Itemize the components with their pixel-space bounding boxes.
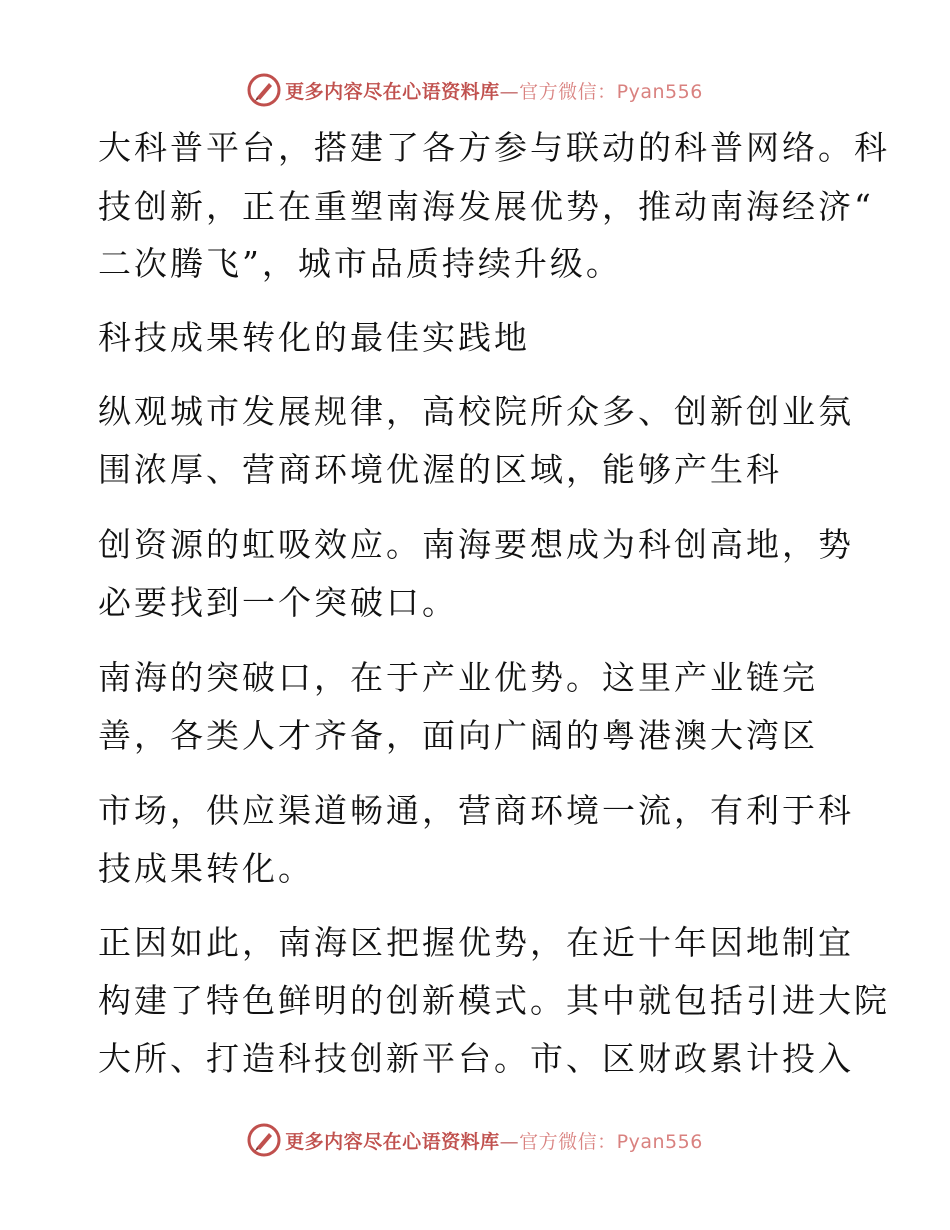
watermark-contact: 官方微信：Pyan556 — [519, 80, 703, 103]
text-line: 市场，供应渠道畅通，营商环境一流，有利于科 — [98, 791, 854, 830]
text-line: 纵观城市发展规律，高校院所众多、创新创业氛 — [98, 392, 854, 431]
text-line: 构建了特色鲜明的创新模式。其中就包括引进大院 — [98, 981, 890, 1020]
text-line: 善，各类人才齐备，面向广阔的粤港澳大湾区 — [98, 716, 818, 755]
footer-watermark — [0, 1120, 950, 1160]
header-watermark — [0, 70, 950, 110]
text-line: 大所、打造科技创新平台。市、区财政累计投入 — [98, 1039, 854, 1078]
text-line: 技创新，正在重塑南海发展优势，推动南海经济“ — [98, 187, 874, 226]
text-line: 正因如此，南海区把握优势，在近十年因地制宜 — [98, 923, 854, 962]
watermark-text — [285, 77, 703, 104]
watermark-contact: 官方微信：Pyan556 — [519, 1130, 703, 1153]
text-line: 二次腾飞”，城市品质持续升级。 — [98, 244, 622, 283]
text-line: 大科普平台，搭建了各方参与联动的科普网络。科 — [98, 128, 890, 167]
watermark-separator: — — [499, 80, 520, 103]
text-line: 必要找到一个突破口。 — [98, 583, 458, 622]
section-heading: 科技成果转化的最佳实践地 — [98, 318, 530, 357]
pen-logo-icon — [247, 73, 281, 107]
watermark-brand: 更多内容尽在心语资料库 — [285, 80, 500, 103]
text-line: 创资源的虹吸效应。南海要想成为科创高地，势 — [98, 525, 854, 564]
text-line: 围浓厚、营商环境优渥的区域，能够产生科 — [98, 450, 782, 489]
watermark-text — [285, 1127, 703, 1154]
pen-logo-icon — [247, 1123, 281, 1157]
watermark-separator: — — [499, 1130, 520, 1153]
text-line: 技成果转化。 — [98, 849, 314, 888]
text-line: 南海的突破口，在于产业优势。这里产业链完 — [98, 658, 818, 697]
watermark-brand: 更多内容尽在心语资料库 — [285, 1130, 500, 1153]
